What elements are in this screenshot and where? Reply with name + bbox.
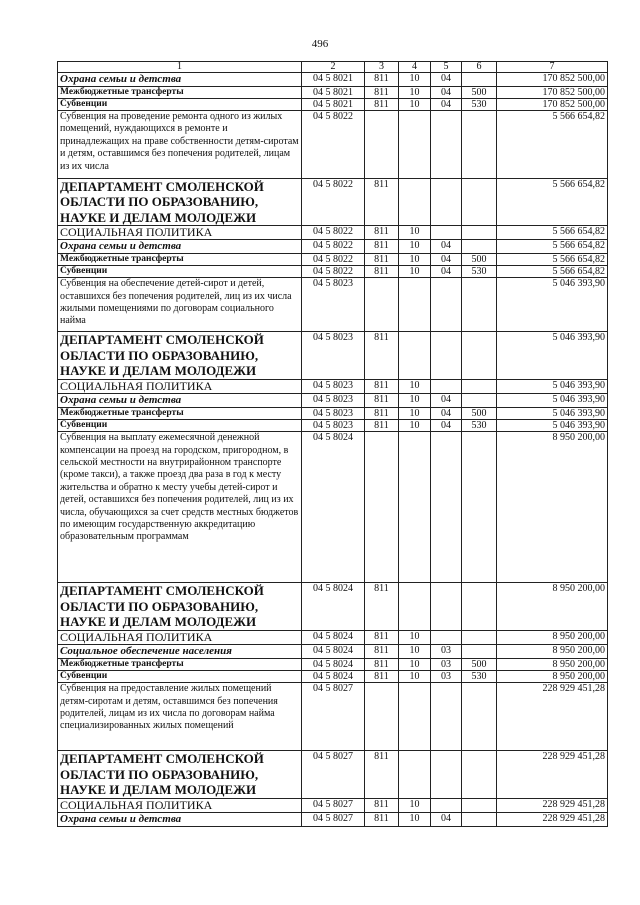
target-code-cell: 04 5 8022 bbox=[302, 226, 365, 240]
item-name-cell: Субвенции bbox=[58, 420, 302, 432]
ministry-code-cell: 811 bbox=[365, 332, 399, 380]
expense-kind-cell bbox=[462, 751, 497, 799]
target-code-cell: 04 5 8021 bbox=[302, 87, 365, 99]
item-name-cell: Охрана семьи и детства bbox=[58, 394, 302, 408]
expense-kind-cell bbox=[462, 683, 497, 751]
table-row bbox=[58, 683, 608, 751]
expense-kind-cell bbox=[462, 394, 497, 408]
table-row bbox=[58, 583, 608, 631]
subsection-code-cell bbox=[431, 179, 462, 226]
section-code-cell: 10 bbox=[399, 226, 431, 240]
table-row bbox=[58, 420, 608, 432]
subsection-code-cell: 03 bbox=[431, 659, 462, 671]
expense-kind-cell bbox=[462, 813, 497, 827]
item-name-cell: Социальное обеспечение населения bbox=[58, 645, 302, 659]
subsection-code-cell: 04 bbox=[431, 813, 462, 827]
item-name-cell: Охрана семьи и детства bbox=[58, 73, 302, 87]
target-code-cell: 04 5 8024 bbox=[302, 583, 365, 631]
target-code-cell: 04 5 8023 bbox=[302, 332, 365, 380]
item-name-cell: Охрана семьи и детства bbox=[58, 240, 302, 254]
amount-cell: 5 566 654,82 bbox=[497, 226, 608, 240]
amount-cell: 5 566 654,82 bbox=[497, 254, 608, 266]
section-code-cell bbox=[399, 278, 431, 332]
item-name-cell: Субвенция на обеспечение детей-сирот и детей, оставшихся без попечения родителей, лиц из их числа жилыми помещениями по договорам социального найма bbox=[58, 278, 302, 332]
target-code-cell: 04 5 8024 bbox=[302, 631, 365, 645]
target-code-cell: 04 5 8027 bbox=[302, 751, 365, 799]
subsection-code-cell bbox=[431, 278, 462, 332]
ministry-code-cell: 811 bbox=[365, 226, 399, 240]
section-code-cell: 10 bbox=[399, 408, 431, 420]
budget-table bbox=[57, 61, 608, 827]
target-code-cell: 04 5 8022 bbox=[302, 240, 365, 254]
amount-cell: 8 950 200,00 bbox=[497, 659, 608, 671]
ministry-code-cell: 811 bbox=[365, 659, 399, 671]
table-row bbox=[58, 179, 608, 226]
amount-cell: 5 046 393,90 bbox=[497, 420, 608, 432]
amount-cell: 5 566 654,82 bbox=[497, 240, 608, 254]
section-code-cell: 10 bbox=[399, 99, 431, 111]
section-code-cell bbox=[399, 432, 431, 583]
amount-cell: 170 852 500,00 bbox=[497, 99, 608, 111]
table-row bbox=[58, 332, 608, 380]
item-name-cell: Охрана семьи и детства bbox=[58, 813, 302, 827]
ministry-code-cell: 811 bbox=[365, 179, 399, 226]
amount-cell: 5 046 393,90 bbox=[497, 278, 608, 332]
table-row bbox=[58, 278, 608, 332]
amount-cell: 8 950 200,00 bbox=[497, 631, 608, 645]
ministry-code-cell: 811 bbox=[365, 645, 399, 659]
ministry-code-cell: 811 bbox=[365, 813, 399, 827]
expense-kind-cell bbox=[462, 226, 497, 240]
amount-cell: 228 929 451,28 bbox=[497, 813, 608, 827]
amount-cell: 228 929 451,28 bbox=[497, 751, 608, 799]
section-code-cell bbox=[399, 111, 431, 179]
column-header: 4 bbox=[399, 62, 431, 73]
page-number: 496 bbox=[311, 38, 329, 50]
table-row bbox=[58, 671, 608, 683]
target-code-cell: 04 5 8023 bbox=[302, 380, 365, 394]
table-row bbox=[58, 408, 608, 420]
table-row bbox=[58, 73, 608, 87]
amount-cell: 5 046 393,90 bbox=[497, 408, 608, 420]
expense-kind-cell: 530 bbox=[462, 671, 497, 683]
table-row bbox=[58, 659, 608, 671]
target-code-cell: 04 5 8022 bbox=[302, 179, 365, 226]
section-code-cell bbox=[399, 179, 431, 226]
item-name-cell: ДЕПАРТАМЕНТ СМОЛЕНСКОЙ ОБЛАСТИ ПО ОБРАЗОВАНИЮ, НАУКЕ И ДЕЛАМ МОЛОДЕЖИ bbox=[58, 332, 302, 380]
expense-kind-cell: 500 bbox=[462, 254, 497, 266]
ministry-code-cell: 811 bbox=[365, 583, 399, 631]
section-code-cell bbox=[399, 683, 431, 751]
item-name-cell: СОЦИАЛЬНАЯ ПОЛИТИКА bbox=[58, 380, 302, 394]
expense-kind-cell bbox=[462, 240, 497, 254]
section-code-cell: 10 bbox=[399, 671, 431, 683]
header-row bbox=[58, 62, 608, 73]
table-row bbox=[58, 240, 608, 254]
section-code-cell: 10 bbox=[399, 659, 431, 671]
amount-cell: 5 046 393,90 bbox=[497, 380, 608, 394]
subsection-code-cell bbox=[431, 226, 462, 240]
section-code-cell bbox=[399, 332, 431, 380]
amount-cell: 228 929 451,28 bbox=[497, 683, 608, 751]
target-code-cell: 04 5 8022 bbox=[302, 111, 365, 179]
expense-kind-cell bbox=[462, 380, 497, 394]
item-name-cell: СОЦИАЛЬНАЯ ПОЛИТИКА bbox=[58, 226, 302, 240]
column-header: 1 bbox=[58, 62, 302, 73]
subsection-code-cell: 04 bbox=[431, 266, 462, 278]
ministry-code-cell: 811 bbox=[365, 799, 399, 813]
table-row bbox=[58, 645, 608, 659]
target-code-cell: 04 5 8024 bbox=[302, 671, 365, 683]
ministry-code-cell: 811 bbox=[365, 99, 399, 111]
ministry-code-cell: 811 bbox=[365, 671, 399, 683]
expense-kind-cell bbox=[462, 179, 497, 226]
expense-kind-cell bbox=[462, 278, 497, 332]
amount-cell: 8 950 200,00 bbox=[497, 671, 608, 683]
item-name-cell: Межбюджетные трансферты bbox=[58, 254, 302, 266]
expense-kind-cell: 530 bbox=[462, 420, 497, 432]
table-row bbox=[58, 394, 608, 408]
target-code-cell: 04 5 8024 bbox=[302, 432, 365, 583]
expense-kind-cell bbox=[462, 645, 497, 659]
subsection-code-cell: 03 bbox=[431, 645, 462, 659]
section-code-cell: 10 bbox=[399, 380, 431, 394]
subsection-code-cell: 04 bbox=[431, 99, 462, 111]
section-code-cell: 10 bbox=[399, 254, 431, 266]
expense-kind-cell: 500 bbox=[462, 87, 497, 99]
target-code-cell: 04 5 8023 bbox=[302, 420, 365, 432]
target-code-cell: 04 5 8023 bbox=[302, 394, 365, 408]
amount-cell: 5 046 393,90 bbox=[497, 394, 608, 408]
subsection-code-cell bbox=[431, 583, 462, 631]
item-name-cell: Субвенция на выплату ежемесячной денежной компенсации на проезд на городском, пригородном, в сельской местности на внутрирайонном транспорте (кроме такси), а также проезд два раза в год к месту жительства и обратно к месту учебы детей-сирот и детей, оставшихся без попечения родителей, лиц из их числа, обучающихся за счет средств местных бюджетов по имеющим государственную аккредитацию образовательным программам bbox=[58, 432, 302, 583]
expense-kind-cell bbox=[462, 799, 497, 813]
section-code-cell bbox=[399, 751, 431, 799]
subsection-code-cell bbox=[431, 683, 462, 751]
table-row bbox=[58, 266, 608, 278]
column-header: 5 bbox=[431, 62, 462, 73]
target-code-cell: 04 5 8024 bbox=[302, 645, 365, 659]
ministry-code-cell: 811 bbox=[365, 751, 399, 799]
target-code-cell: 04 5 8021 bbox=[302, 73, 365, 87]
subsection-code-cell: 04 bbox=[431, 254, 462, 266]
subsection-code-cell bbox=[431, 111, 462, 179]
subsection-code-cell bbox=[431, 631, 462, 645]
section-code-cell: 10 bbox=[399, 394, 431, 408]
section-code-cell: 10 bbox=[399, 645, 431, 659]
amount-cell: 170 852 500,00 bbox=[497, 87, 608, 99]
subsection-code-cell: 04 bbox=[431, 408, 462, 420]
expense-kind-cell bbox=[462, 631, 497, 645]
table-row bbox=[58, 631, 608, 645]
target-code-cell: 04 5 8024 bbox=[302, 659, 365, 671]
ministry-code-cell: 811 bbox=[365, 408, 399, 420]
ministry-code-cell bbox=[365, 111, 399, 179]
subsection-code-cell bbox=[431, 432, 462, 583]
target-code-cell: 04 5 8027 bbox=[302, 683, 365, 751]
amount-cell: 5 566 654,82 bbox=[497, 179, 608, 226]
section-code-cell: 10 bbox=[399, 799, 431, 813]
item-name-cell: Субвенция на проведение ремонта одного из жилых помещений, нуждающихся в ремонте и принадлежащих на праве собственности детям-сиротам и детям, оставшимся без попечения родителей, лицам из их числа bbox=[58, 111, 302, 179]
table-row bbox=[58, 87, 608, 99]
target-code-cell: 04 5 8022 bbox=[302, 266, 365, 278]
table-row bbox=[58, 799, 608, 813]
column-header: 7 bbox=[497, 62, 608, 73]
ministry-code-cell: 811 bbox=[365, 394, 399, 408]
ministry-code-cell: 811 bbox=[365, 87, 399, 99]
ministry-code-cell: 811 bbox=[365, 240, 399, 254]
subsection-code-cell: 03 bbox=[431, 671, 462, 683]
item-name-cell: Межбюджетные трансферты bbox=[58, 659, 302, 671]
amount-cell: 170 852 500,00 bbox=[497, 73, 608, 87]
ministry-code-cell bbox=[365, 683, 399, 751]
amount-cell: 8 950 200,00 bbox=[497, 583, 608, 631]
table-row bbox=[58, 111, 608, 179]
expense-kind-cell: 500 bbox=[462, 659, 497, 671]
item-name-cell: Субвенции bbox=[58, 99, 302, 111]
table-row bbox=[58, 226, 608, 240]
item-name-cell: СОЦИАЛЬНАЯ ПОЛИТИКА bbox=[58, 799, 302, 813]
section-code-cell: 10 bbox=[399, 240, 431, 254]
target-code-cell: 04 5 8021 bbox=[302, 99, 365, 111]
expense-kind-cell: 500 bbox=[462, 408, 497, 420]
item-name-cell: ДЕПАРТАМЕНТ СМОЛЕНСКОЙ ОБЛАСТИ ПО ОБРАЗОВАНИЮ, НАУКЕ И ДЕЛАМ МОЛОДЕЖИ bbox=[58, 751, 302, 799]
ministry-code-cell bbox=[365, 278, 399, 332]
subsection-code-cell bbox=[431, 799, 462, 813]
ministry-code-cell: 811 bbox=[365, 631, 399, 645]
table-row bbox=[58, 751, 608, 799]
amount-cell: 8 950 200,00 bbox=[497, 645, 608, 659]
ministry-code-cell: 811 bbox=[365, 73, 399, 87]
amount-cell: 5 566 654,82 bbox=[497, 111, 608, 179]
table-row bbox=[58, 380, 608, 394]
amount-cell: 8 950 200,00 bbox=[497, 432, 608, 583]
table-row bbox=[58, 432, 608, 583]
target-code-cell: 04 5 8022 bbox=[302, 254, 365, 266]
expense-kind-cell bbox=[462, 332, 497, 380]
expense-kind-cell: 530 bbox=[462, 266, 497, 278]
expense-kind-cell bbox=[462, 111, 497, 179]
expense-kind-cell bbox=[462, 583, 497, 631]
subsection-code-cell: 04 bbox=[431, 420, 462, 432]
amount-cell: 5 046 393,90 bbox=[497, 332, 608, 380]
expense-kind-cell: 530 bbox=[462, 99, 497, 111]
target-code-cell: 04 5 8027 bbox=[302, 799, 365, 813]
item-name-cell: Межбюджетные трансферты bbox=[58, 87, 302, 99]
subsection-code-cell: 04 bbox=[431, 394, 462, 408]
target-code-cell: 04 5 8023 bbox=[302, 278, 365, 332]
subsection-code-cell: 04 bbox=[431, 87, 462, 99]
target-code-cell: 04 5 8027 bbox=[302, 813, 365, 827]
table-body bbox=[58, 73, 608, 827]
ministry-code-cell: 811 bbox=[365, 420, 399, 432]
ministry-code-cell: 811 bbox=[365, 254, 399, 266]
item-name-cell: Межбюджетные трансферты bbox=[58, 408, 302, 420]
ministry-code-cell bbox=[365, 432, 399, 583]
section-code-cell: 10 bbox=[399, 87, 431, 99]
table-row bbox=[58, 99, 608, 111]
section-code-cell: 10 bbox=[399, 73, 431, 87]
item-name-cell: СОЦИАЛЬНАЯ ПОЛИТИКА bbox=[58, 631, 302, 645]
subsection-code-cell: 04 bbox=[431, 73, 462, 87]
target-code-cell: 04 5 8023 bbox=[302, 408, 365, 420]
subsection-code-cell bbox=[431, 751, 462, 799]
subsection-code-cell: 04 bbox=[431, 240, 462, 254]
subsection-code-cell bbox=[431, 332, 462, 380]
section-code-cell: 10 bbox=[399, 631, 431, 645]
amount-cell: 5 566 654,82 bbox=[497, 266, 608, 278]
ministry-code-cell: 811 bbox=[365, 266, 399, 278]
item-name-cell: Субвенции bbox=[58, 266, 302, 278]
column-header: 2 bbox=[302, 62, 365, 73]
item-name-cell: Субвенции bbox=[58, 671, 302, 683]
table-row bbox=[58, 813, 608, 827]
item-name-cell: Субвенция на предоставление жилых помещений детям-сиротам и детям, оставшимся без попечения родителей, лицам из их числа по договорам найма специализированных жилых помещений bbox=[58, 683, 302, 751]
table-row bbox=[58, 254, 608, 266]
item-name-cell: ДЕПАРТАМЕНТ СМОЛЕНСКОЙ ОБЛАСТИ ПО ОБРАЗОВАНИЮ, НАУКЕ И ДЕЛАМ МОЛОДЕЖИ bbox=[58, 583, 302, 631]
ministry-code-cell: 811 bbox=[365, 380, 399, 394]
amount-cell: 228 929 451,28 bbox=[497, 799, 608, 813]
section-code-cell: 10 bbox=[399, 813, 431, 827]
expense-kind-cell bbox=[462, 432, 497, 583]
column-header: 6 bbox=[462, 62, 497, 73]
expense-kind-cell bbox=[462, 73, 497, 87]
item-name-cell: ДЕПАРТАМЕНТ СМОЛЕНСКОЙ ОБЛАСТИ ПО ОБРАЗОВАНИЮ, НАУКЕ И ДЕЛАМ МОЛОДЕЖИ bbox=[58, 179, 302, 226]
column-header: 3 bbox=[365, 62, 399, 73]
section-code-cell: 10 bbox=[399, 420, 431, 432]
subsection-code-cell bbox=[431, 380, 462, 394]
section-code-cell bbox=[399, 583, 431, 631]
section-code-cell: 10 bbox=[399, 266, 431, 278]
